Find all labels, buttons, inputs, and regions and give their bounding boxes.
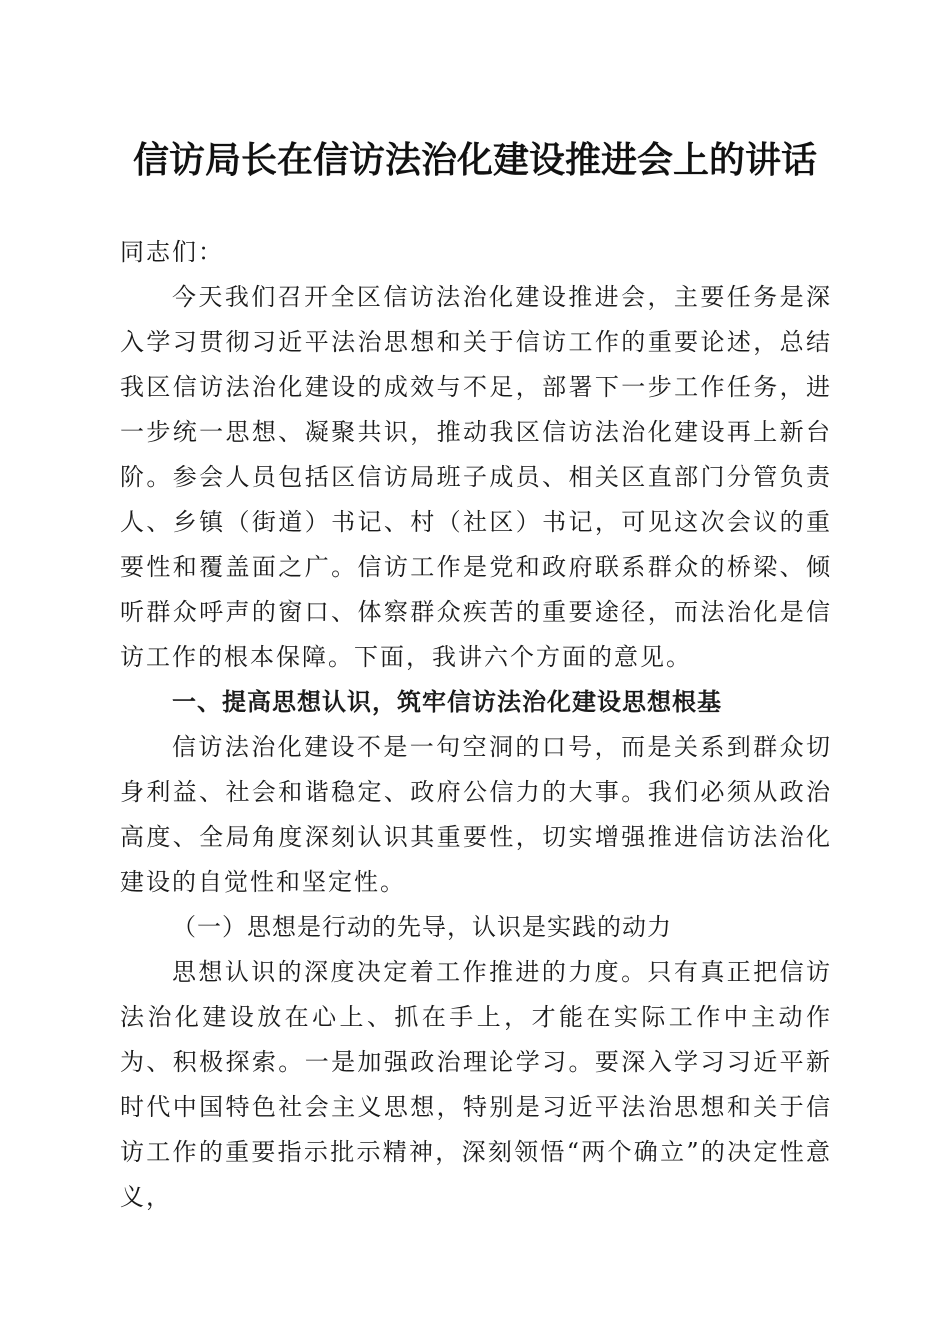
subsection-1-heading: （一）思想是行动的先导，认识是实践的动力	[172, 913, 672, 941]
subsection-1-paragraph: 思想认识的深度决定着工作推进的力度。只有真正把信访法治化建设放在心上、抓在手上，才能在实际工作中主动作为、积极探索。一是加强政治理论学习。要深入学习习近平新时代中国特色社会主义思想，特别是习近平法治思想和关于信访工作的重要指示批示精神，深刻领悟“两个确立”的决定性意义，	[120, 958, 832, 1211]
salutation: 同志们：	[120, 238, 224, 266]
document-title: 信访局长在信访法治化建设推进会上的讲话	[132, 139, 817, 181]
section-1-paragraph: 信访法治化建设不是一句空洞的口号，而是关系到群众切身利益、社会和谐稳定、政府公信力的大事。我们必须从政治高度、全局角度深刻认识其重要性，切实增强推进信访法治化建设的自觉性和坚定性。	[120, 733, 832, 896]
section-1-heading: 一、提高思想认识，筑牢信访法治化建设思想根基	[172, 688, 722, 716]
opening-paragraph: 今天我们召开全区信访法治化建设推进会，主要任务是深入学习贯彻习近平法治思想和关于信访工作的重要论述，总结我区信访法治化建设的成效与不足，部署下一步工作任务，进一步统一思想、凝聚共识，推动我区信访法治化建设再上新台阶。参会人员包括区信访局班子成员、相关区直部门分管负责人、乡镇（街道）书记、村（社区）书记，可见这次会议的重要性和覆盖面之广。信访工作是党和政府联系群众的桥梁、倾听群众呼声的窗口、体察群众疾苦的重要途径，而法治化是信访工作的根本保障。下面，我讲六个方面的意见。	[120, 283, 832, 671]
document-body	[120, 230, 832, 1220]
